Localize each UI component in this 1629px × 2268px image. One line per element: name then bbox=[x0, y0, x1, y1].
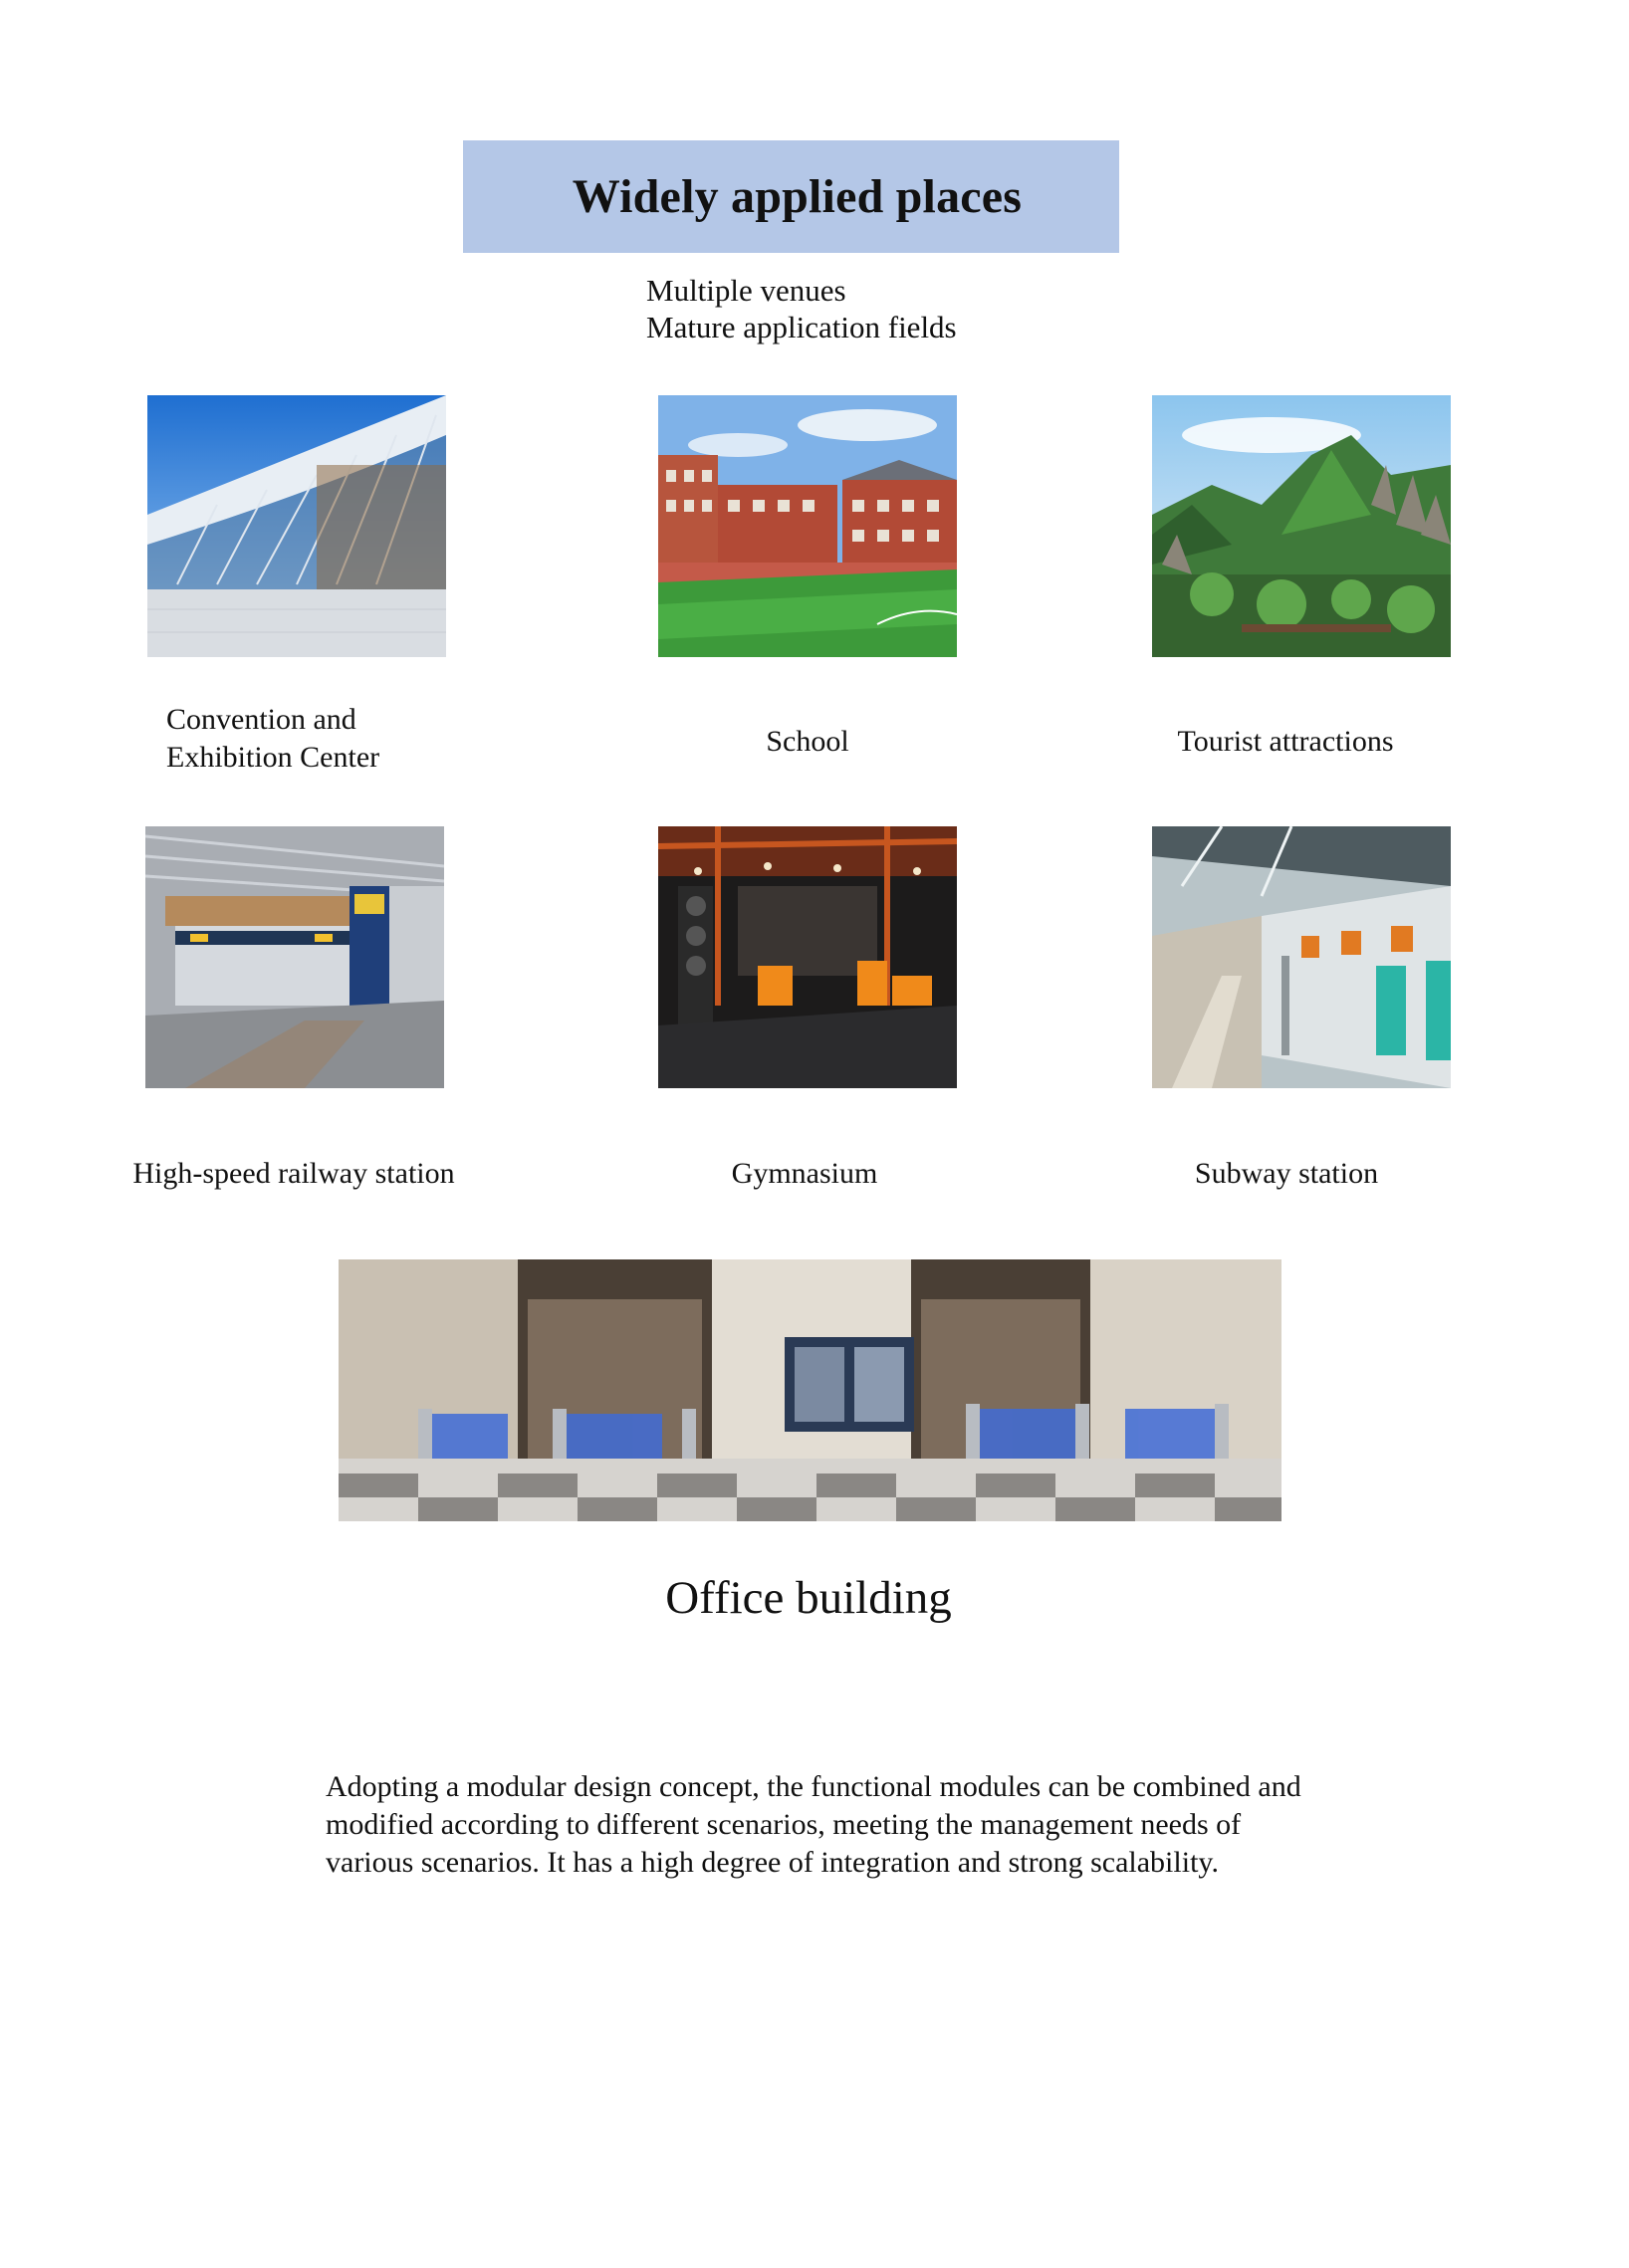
caption-office-building: Office building bbox=[665, 1572, 952, 1624]
caption-railway-line-1: High-speed railway station bbox=[132, 1157, 455, 1190]
title-banner bbox=[463, 140, 1119, 253]
subtitle-line-2: Mature application fields bbox=[646, 310, 957, 344]
caption-subway-line-1: Subway station bbox=[1194, 1157, 1379, 1190]
caption-tourist-attractions bbox=[1177, 723, 1393, 761]
subtitle-line-1: Multiple venues bbox=[646, 273, 846, 308]
subtitle bbox=[646, 272, 957, 345]
convention-center-photo bbox=[147, 395, 446, 657]
caption-subway-station bbox=[1195, 1155, 1378, 1193]
subway-station-photo bbox=[1152, 826, 1451, 1088]
office-building-photo bbox=[339, 1259, 1281, 1521]
caption-gymnasium-line-1: Gymnasium bbox=[731, 1157, 878, 1190]
description-paragraph: Adopting a modular design concept, the functional modules can be combined and modified according to different scenarios, meeting the management needs of various scenarios. It has a high degree of integration and strong scalability. bbox=[326, 1770, 1301, 1879]
caption-convention-center bbox=[166, 701, 379, 777]
caption-school-line-1: School bbox=[766, 725, 849, 758]
caption-convention-line-2: Exhibition Center bbox=[166, 741, 380, 774]
caption-gymnasium bbox=[732, 1155, 878, 1193]
tourist-attraction-photo bbox=[1152, 395, 1451, 657]
caption-tourist-line-1: Tourist attractions bbox=[1177, 725, 1394, 758]
railway-station-photo bbox=[145, 826, 444, 1088]
gymnasium-photo bbox=[658, 826, 957, 1088]
caption-school bbox=[766, 723, 848, 761]
caption-railway-station bbox=[132, 1155, 454, 1193]
school-photo bbox=[658, 395, 957, 657]
page-title: Widely applied places bbox=[572, 170, 1023, 223]
caption-convention-line-1: Convention and bbox=[166, 703, 356, 736]
